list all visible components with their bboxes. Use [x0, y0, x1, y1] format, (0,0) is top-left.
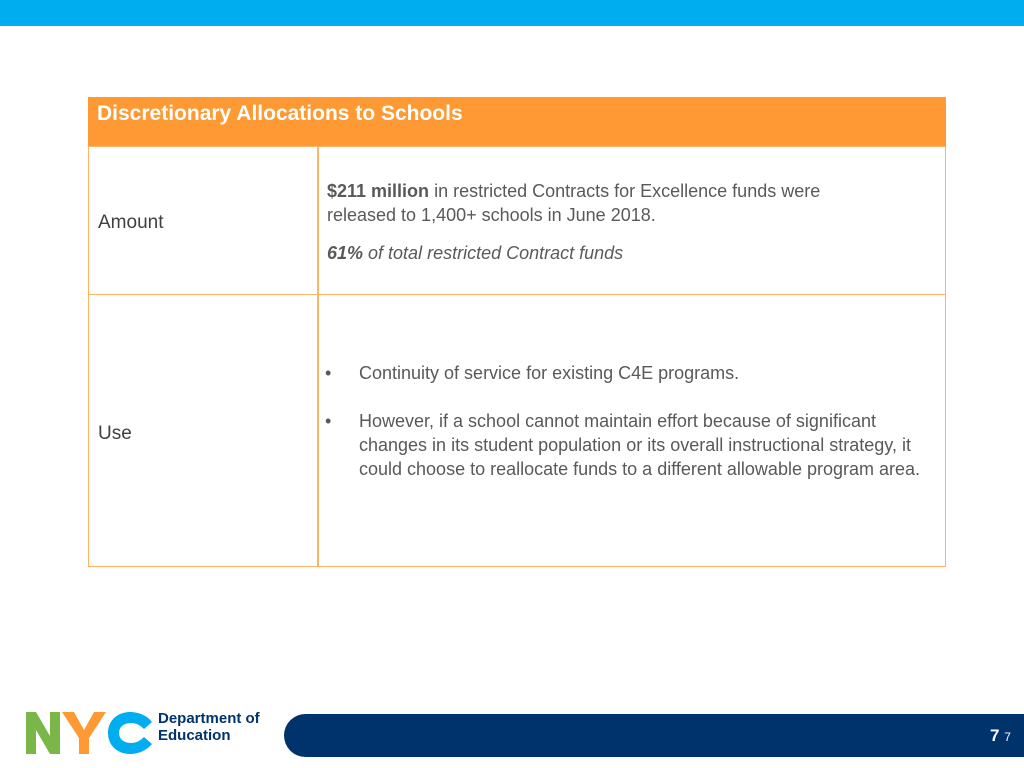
logo-letter-y	[62, 712, 106, 754]
bullet-icon: •	[325, 363, 332, 383]
logo-text	[158, 710, 260, 744]
logo-letter-n	[26, 712, 60, 754]
pct-text: of total restricted Contract funds	[363, 243, 624, 263]
amount-percentage	[327, 243, 623, 264]
logo-line-1: Department of	[158, 710, 260, 727]
page-number-main: 7	[990, 726, 1000, 745]
allocations-table	[88, 97, 946, 567]
amount-row	[88, 146, 946, 295]
top-accent-bar	[0, 0, 1024, 26]
use-label: Use	[98, 423, 132, 444]
logo-line-2: Education	[158, 727, 231, 744]
amount-highlight: $211 million	[327, 181, 430, 201]
column-divider	[317, 295, 319, 566]
use-row	[88, 295, 946, 567]
use-bullets	[325, 361, 935, 505]
logo-letter-c	[108, 712, 152, 754]
bullet-text: Continuity of service for existing C4E programs.	[359, 363, 740, 383]
page-number	[990, 726, 1011, 746]
list-item	[325, 409, 935, 481]
list-item	[325, 361, 935, 385]
footer-bar	[284, 714, 1024, 757]
pct-highlight: 61%	[327, 243, 364, 263]
amount-text: in restricted Contracts for Excellence funds were released to 1,400+ schools in June 2018.	[327, 181, 821, 225]
bullet-text: However, if a school cannot maintain effort because of significant changes in its student population or its overall instructional strategy, it could choose to reallocate funds to a different allowable program area.	[359, 411, 921, 479]
amount-description	[327, 179, 887, 227]
page-number-small: 7	[1004, 730, 1011, 744]
table-header: Discretionary Allocations to Schools	[88, 97, 946, 146]
column-divider	[317, 147, 319, 294]
bullet-icon: •	[325, 411, 332, 431]
amount-label: Amount	[98, 212, 164, 233]
